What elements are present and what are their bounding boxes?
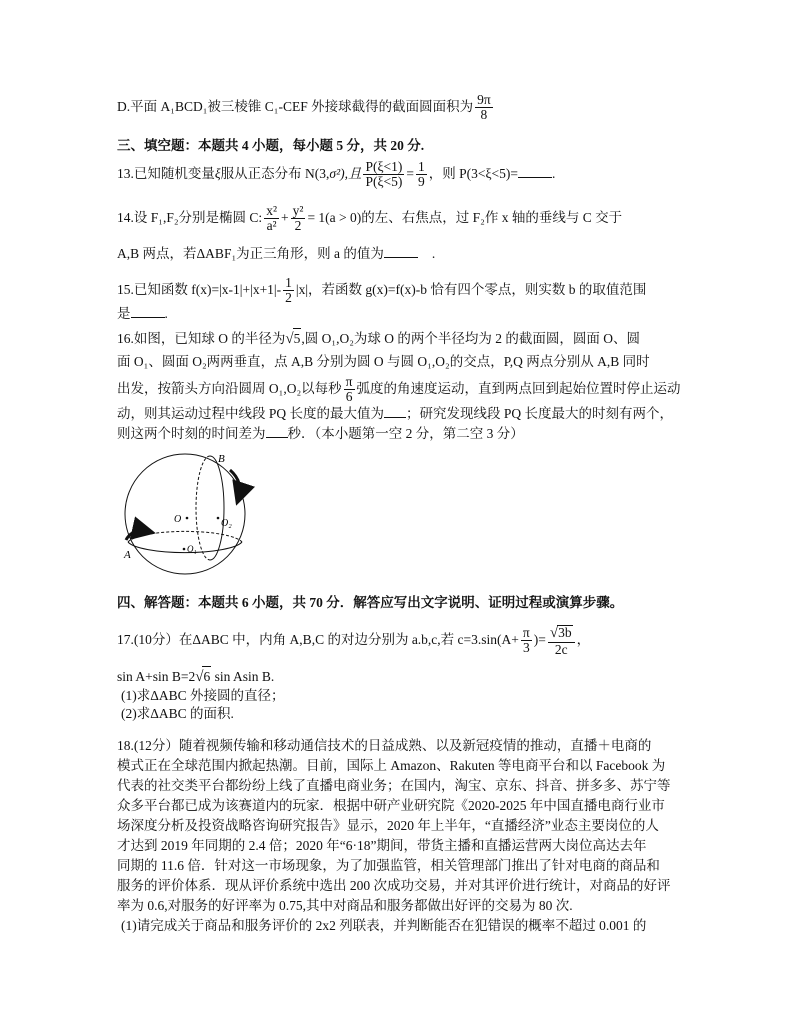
section-4-title: 四、解答题：本题共 6 小题，共 70 分．解答应写出文字说明、证明过程或演算步骤。 [117,595,624,610]
q15-line2-text: 是 [117,306,131,321]
question-18-line-3: 代表的社交类平台都纷纷上线了直播电商业务；在国内，淘宝、京东、抖音、拼多多、苏宁等 [117,778,671,793]
circle-o2-front [210,456,224,560]
q16-line5-text: 则这两个时刻的时间差为 [117,426,266,441]
frac-denominator: 8 [480,107,488,123]
q14-text-2: 的左、右焦点，过 F₂作 x 轴的垂线与 C 交于 [361,209,623,225]
question-18-line-1: 18.(12分）随着视频传输和移动通信技术的日益成熟、以及新冠疫情的推动，直播＋电商的 [117,738,652,753]
sqrt-symbol: √ [549,625,559,641]
q17-text-2: )= [533,632,546,648]
question-18-line-10: (1)请完成关于商品和服务评价的 2x2 列联表，并判断能否在犯错误的概率不超过 0.001 的 [121,918,647,933]
q13-equals: = [406,165,414,181]
q15-end: . [164,306,168,321]
frac-numerator: π [345,374,353,389]
question-18-line-6: 才达到 2019 年同期的 2.4 倍；2020 年“6·18”期间，带货主播和直播运营两大岗位高达去年 [117,838,647,853]
q14-line2-text: A,B 两点，若ΔABF₁为正三角形，则 a 的值为 [117,246,384,261]
question-18-line-4: 众多平台都已成为该赛道内的玩家．根据中研产业研究院《2020-2025 年中国直播电商行业市 [117,798,665,813]
frac-numerator: 9π [477,92,491,107]
answer-blank[interactable] [266,425,288,438]
q13-sigma: σ²),且 [329,165,362,181]
q16-line3-text: 出发，按箭头方向沿圆周 O₁,O₂以每秒 [117,380,342,396]
frac-denominator: 2 [294,218,302,234]
question-18-line-8: 服务的评价体系．现从评价系统中选出 200 次成功交易，并对其评价进行统计，对商品的好评 [117,878,671,893]
q14-y-fraction [291,204,306,233]
question-17-part-2: (2)求ΔABC 的面积. [121,706,234,721]
circle-o1-front [128,542,242,553]
q17-line2-text: sin A+sin B=2 [117,669,196,684]
q17-pi-fraction [521,626,532,655]
sphere-outline [125,454,245,574]
circle-o2-back [196,456,210,560]
sqrt-radicand: 5 [293,328,302,349]
label-a: A [124,549,131,561]
frac-numerator: x² [266,203,277,218]
q13-xi: ξ [214,165,221,181]
frac-denominator: 2 [285,290,292,306]
frac-denominator: 9 [418,174,425,190]
q14-text: 14.设 F₁,F₂分别是椭圆 C: [117,209,263,225]
q16-line5-text-2: 秒．（本小题第一空 2 分，第二空 3 分） [287,426,524,441]
sqrt-symbol: √ [195,669,204,685]
q14-end: . [431,246,436,261]
answer-blank[interactable] [384,245,418,258]
q16-line4-text-2: ；研究发现线段 PQ 长度最大的时刻有两个， [406,406,674,421]
q16-line3-text-2: 弧度的角速度运动，直到两点回到起始位置时停止运动 [356,380,681,396]
q17-line2-text-2: sin Asin B. [214,669,275,684]
frac-denominator: P(ξ<5) [365,174,403,190]
q16-text-2: ,圆 O₁,O₂为球 O 的两个半径均为 2 的截面圆，圆面 O、圆 [301,331,641,346]
question-17-part-1: (1)求ΔABC 外接圆的直径； [121,688,285,703]
option-d [117,93,495,122]
question-13 [117,160,555,189]
q13-value-fraction [416,160,427,189]
frac-denominator: 3 [522,640,530,656]
section-3-title: 三、填空题：本题共 4 小题，每小题 5 分，共 20 分. [117,138,425,153]
q14-x-fraction [264,204,279,233]
question-18-line-9: 率为 0.6,对服务的好评率为 0.75,其中对商品和服务都做出好评的交易为 80 次. [117,898,573,913]
sqrt-symbol: √ [285,331,294,347]
question-16-line-5 [117,424,524,444]
frac-numerator: 3b [558,625,572,640]
question-16 [117,328,640,349]
label-o: O [174,514,182,525]
arrow-a [126,531,150,540]
answer-blank[interactable] [518,165,552,178]
frac-numerator: 1 [285,275,292,290]
q17-text: 17.(10分）在ΔABC 中，内角 A,B,C 的对边分别为 a.b,c,若 c=3.sin(A+ [117,632,519,648]
question-16-line-3 [117,375,681,404]
question-16-line-4 [117,404,673,424]
question-14 [117,204,622,233]
frac-numerator: 1 [418,159,425,174]
q17-b-fraction [548,625,575,657]
option-d-fraction [475,93,493,122]
answer-blank[interactable] [131,305,165,318]
q13-prob-fraction [363,160,404,189]
question-14-line-2 [117,244,435,264]
q16-fraction [344,375,355,404]
q14-plus: + [281,209,289,225]
label-o1: O₁ [187,544,197,554]
frac-denominator: 6 [345,389,353,405]
q15-fraction [283,276,294,305]
q15-text: 15.已知函数 f(x)=|x-1|+|x+1|- [117,281,282,297]
q14-equation: = 1(a > 0) [307,209,362,225]
question-17-line-2 [117,666,274,687]
option-d-text: D.平面 A₁BCD₁被三棱锥 C₁-CEF 外接球截得的截面圆面积为 [117,98,474,114]
frac-numerator: P(ξ<1) [365,159,403,174]
answer-blank[interactable] [384,405,406,418]
point-o2 [217,517,220,520]
label-o2: O₂ [221,518,232,529]
question-15 [117,276,646,305]
q13-text-3: ，则 P(3<ξ<5)= [428,165,518,181]
sphere-figure [110,448,270,578]
frac-numerator: y² [292,203,304,218]
q17-comma: ， [576,632,591,648]
circle-o1-back [128,531,242,542]
q13-end: . [551,165,556,181]
q16-text: 16.如图，已知球 O 的半径为 [117,331,286,346]
q16-line4-text: 动，则其运动过程中线段 PQ 长度的最大值为 [117,406,385,421]
arrow-b [230,470,240,500]
frac-numerator: π [522,625,530,641]
question-18-line-2: 模式正在全球范围内掀起热潮。目前，国际上 Amazon、Rakuten 等电商平台和以 Facebook 为 [117,758,666,773]
q15-text-2: |x|，若函数 g(x)=f(x)-b 恰有四个零点，则实数 b 的取值范围 [295,281,647,297]
frac-denominator: 2c [554,641,568,657]
point-o [186,517,189,520]
q13-text: 13.已知随机变量 [117,165,215,181]
frac-denominator: a² [266,218,277,234]
label-b: B [218,453,225,465]
q13-text-2: 服从正态分布 N(3, [220,165,330,181]
question-18-line-5: 场深度分析及投资战略咨询研究报告》显示，2020 年上半年，“直播经济”业态主要岗位的人 [117,818,659,833]
sqrt-radicand: 6 [202,666,211,687]
question-16-line-2: 面 O₁、圆面 O₂两两垂直，点 A,B 分别为圆 O 与圆 O₁,O₂的交点，P,Q 两点分别从 A,B 同时 [117,354,650,369]
question-17 [117,625,590,657]
question-15-line-2 [117,304,168,324]
question-18-line-7: 同期的 11.6 倍．针对这一市场现象，为了加强监管，相关管理部门推出了针对电商的商品和 [117,858,660,873]
point-o1 [183,548,186,551]
